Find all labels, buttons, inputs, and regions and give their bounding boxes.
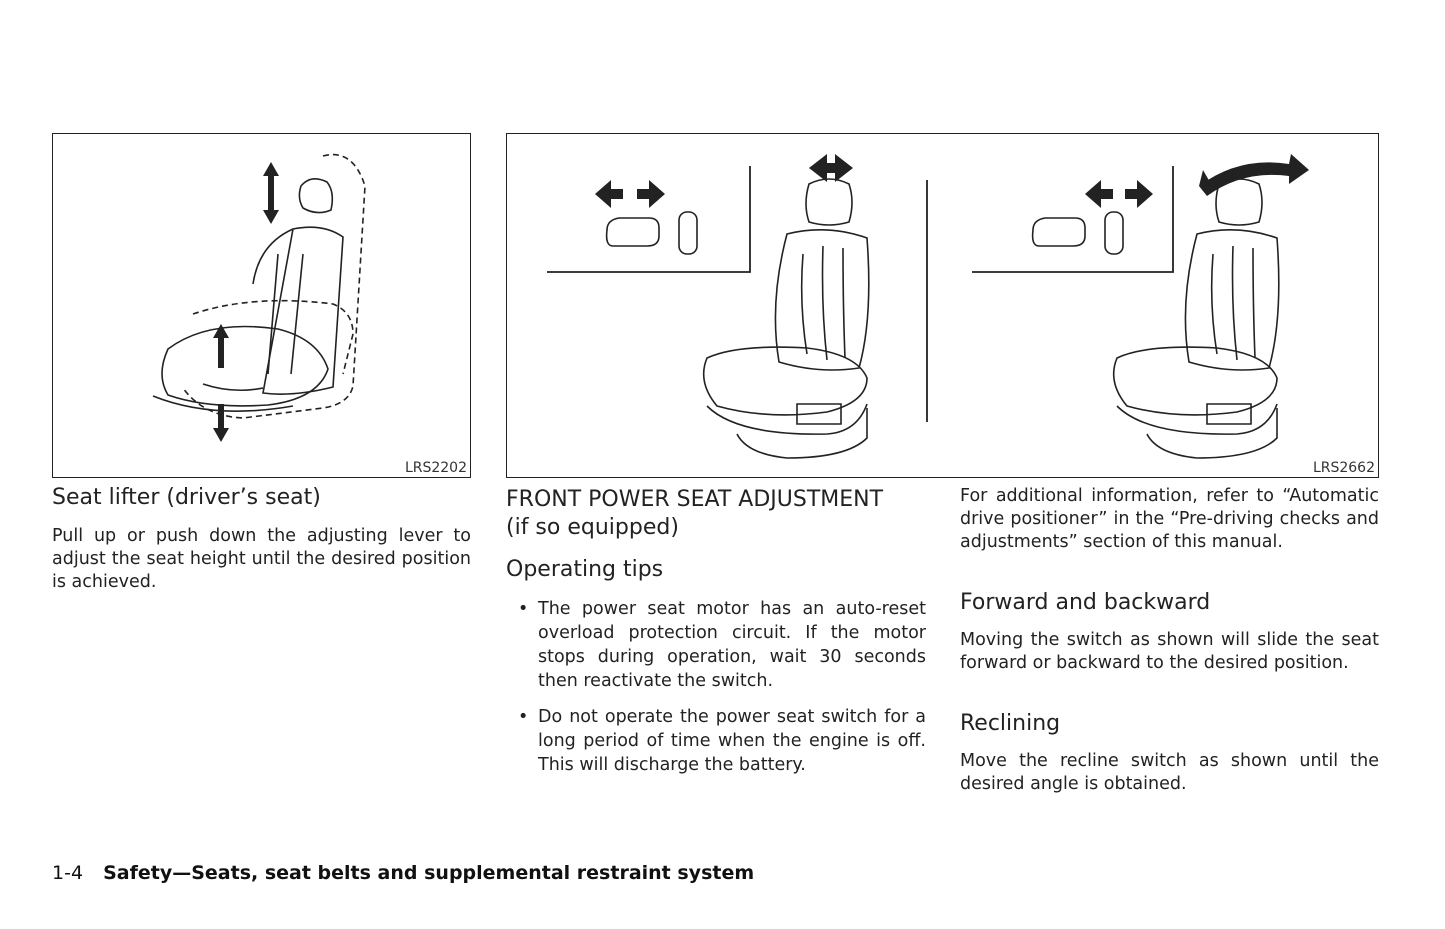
forward-backward-body: Moving the switch as shown will slide the seat forward or backward to the desired position. (960, 630, 1379, 673)
forward-backward-heading: Forward and backward (960, 590, 1211, 615)
reclining-heading: Reclining (960, 711, 1061, 736)
reclining-body: Move the recline switch as shown until the desired angle is obtained. (960, 751, 1379, 794)
bullet-icon: • (518, 707, 529, 727)
operating-tips-list (506, 597, 926, 789)
list-item-text: The power seat motor has an auto-reset overload protection circuit. If the motor stops during operation, wait 30 seconds then reactivate the switch. (538, 599, 926, 691)
section-title: Safety—Seats, seat belts and supplemental restraint system (103, 862, 755, 884)
power-seat-heading-line2: (if so equipped) (506, 515, 679, 540)
figure-code: LRS2202 (404, 460, 467, 476)
page-footer (52, 860, 754, 886)
operating-tips-heading: Operating tips (506, 557, 664, 582)
power-seat-figure (506, 133, 1379, 478)
seat-lifter-heading: Seat lifter (driver’s seat) (52, 485, 321, 510)
power-seat-diagram-icon (507, 134, 1380, 479)
additional-info-text: For additional information, refer to “Automatic drive positioner” in the “Pre-driving checks and adjustments” section of this manual. (960, 486, 1379, 552)
list-item (506, 705, 926, 777)
seat-lifter-body: Pull up or push down the adjusting lever to adjust the seat height until the desired position is achieved. (52, 526, 471, 592)
page-number: 1-4 (52, 862, 84, 884)
figure-code: LRS2662 (1312, 460, 1375, 476)
list-item-text: Do not operate the power seat switch for a long period of time when the engine is off. This will discharge the battery. (538, 707, 926, 775)
seat-lifter-figure (52, 133, 471, 478)
seat-lifter-diagram-icon (53, 134, 472, 479)
list-item (506, 597, 926, 693)
bullet-icon: • (518, 599, 529, 619)
power-seat-heading (506, 486, 926, 542)
power-seat-heading-line1: FRONT POWER SEAT ADJUSTMENT (506, 487, 884, 512)
